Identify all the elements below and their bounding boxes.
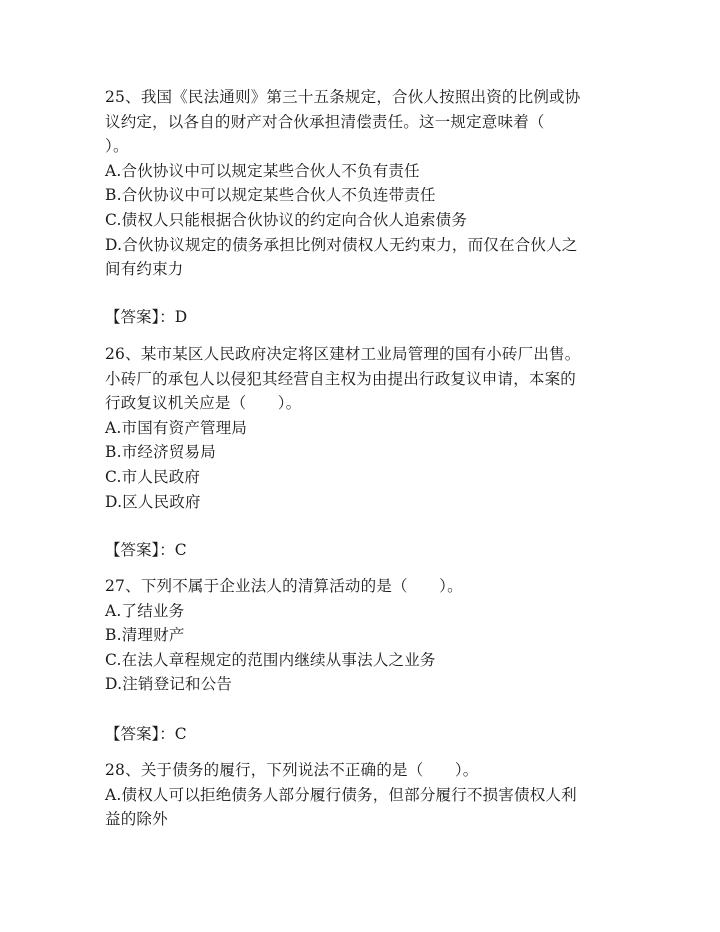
answer-26: 【答案】：C <box>105 541 187 559</box>
option-c: C.市人民政府 <box>105 467 201 486</box>
answer-27: 【答案】：C <box>105 725 187 743</box>
question-stem-line: 27、下列不属于企业法人的清算活动的是（ ）。 <box>105 577 463 595</box>
option-a: A.合伙协议中可以规定某些合伙人不负有责任 <box>105 161 420 180</box>
question-stem-line: 行政复议机关应是（ ）。 <box>105 394 302 413</box>
option-d: D.注销登记和公告 <box>105 675 233 694</box>
option-d: D.区人民政府 <box>105 492 201 511</box>
question-28 <box>105 758 605 832</box>
option-a-continued: 益的除外 <box>105 810 168 829</box>
question-25 <box>105 85 605 282</box>
question-26 <box>105 342 605 514</box>
question-stem-line: 28、关于债务的履行，下列说法不正确的是（ ）。 <box>105 761 479 779</box>
option-a: A.市国有资产管理局 <box>105 418 248 437</box>
option-d-continued: 间有约束力 <box>105 260 184 279</box>
option-a: A.了结业务 <box>105 601 185 620</box>
answer-25: 【答案】：D <box>105 308 188 326</box>
question-stem-line: 26、某市某区人民政府决定将区建材工业局管理的国有小砖厂出售。 <box>105 345 581 363</box>
question-stem-line: ）。 <box>105 137 129 156</box>
question-stem-line: 议约定，以各自的财产对合伙承担清偿责任。这一规定意味着（ <box>105 112 545 131</box>
option-d: D.合伙协议规定的债务承担比例对债权人无约束力，而仅在合伙人之 <box>105 235 578 254</box>
option-c: C.在法人章程规定的范围内继续从事法人之业务 <box>105 650 436 669</box>
question-27 <box>105 574 605 697</box>
question-stem-line: 25、我国《民法通则》第三十五条规定，合伙人按照出资的比例或协 <box>105 88 581 106</box>
option-a: A.债权人可以拒绝债务人部分履行债务，但部分履行不损害债权人利 <box>105 785 577 804</box>
option-b: B.合伙协议中可以规定某些合伙人不负连带责任 <box>105 186 436 205</box>
option-b: B.市经济贸易局 <box>105 443 216 462</box>
question-stem-line: 小砖厂的承包人以侵犯其经营自主权为由提出行政复议申请，本案的 <box>105 369 577 388</box>
option-b: B.清理财产 <box>105 626 185 645</box>
option-c: C.债权人只能根据合伙协议的约定向合伙人追索债务 <box>105 210 468 229</box>
